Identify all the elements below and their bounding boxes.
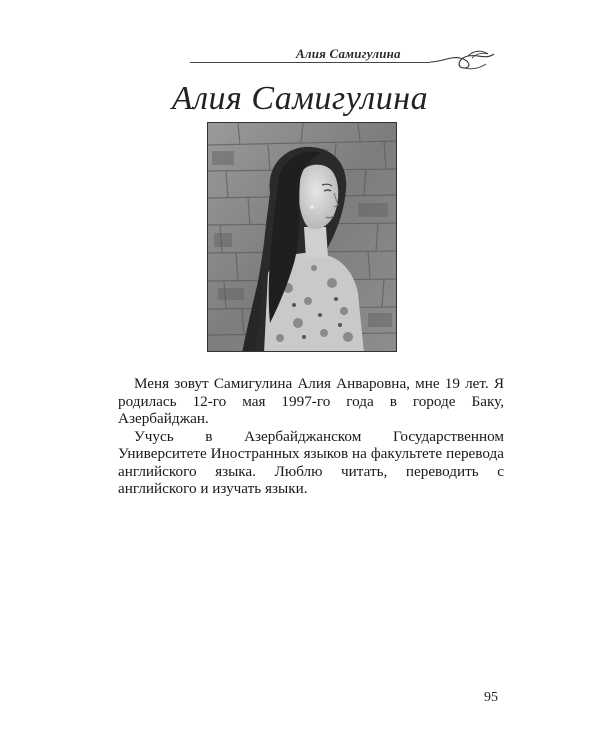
paragraph: Меня зовут Самигулина Алия Анваровна, мне 19 лет. Я родилась 12-го мая 1997-го года в городе Баку, Азербайджан. [118,375,504,427]
body-text [118,375,504,498]
page-title: Алия Самигулина [171,80,429,117]
running-head: Алия Самигулина [296,46,401,61]
page-number: 95 [484,690,498,705]
paragraph: Учусь в Азербайджанском Государственном Университете Иностранных языков на факультете перевода английского языка. Люблю читать, переводить с английского и изучать языки. [118,427,504,497]
flourish-ornament-icon [428,48,498,72]
portrait-photo [207,122,397,352]
running-head-rule [190,62,430,63]
